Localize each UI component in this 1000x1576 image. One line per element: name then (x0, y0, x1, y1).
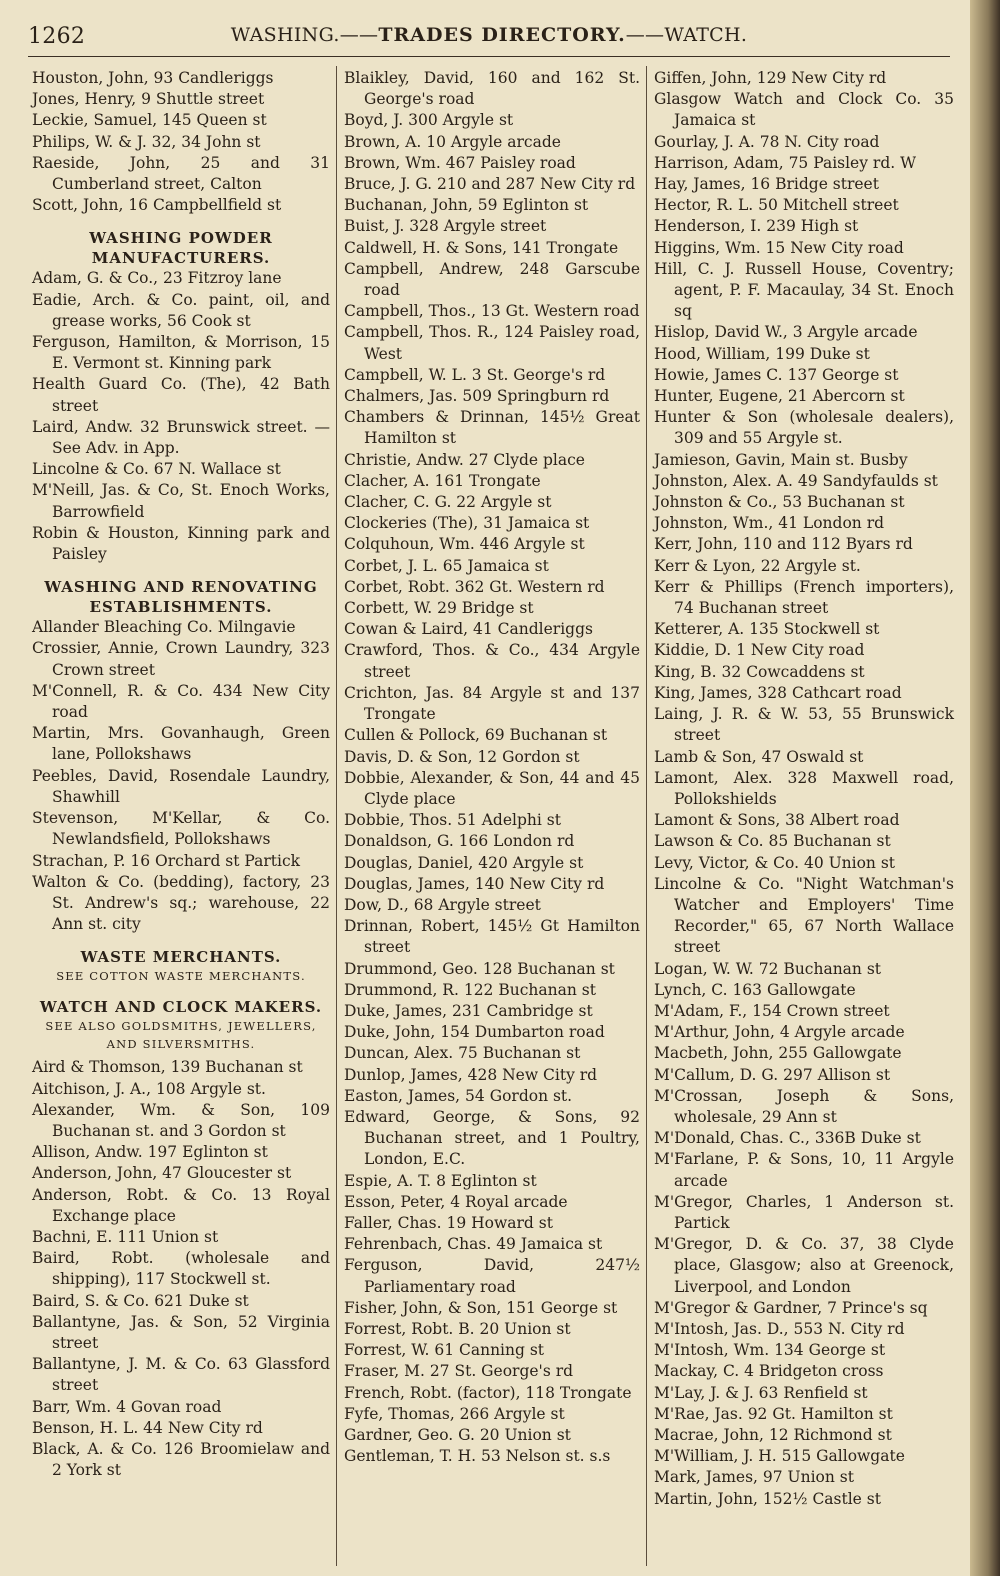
section-heading: WASTE MERCHANTS. (80, 948, 282, 967)
column-divider (336, 66, 337, 1566)
directory-entry: M'Crossan, Joseph & Sons, wholesale, 29 Ann st (654, 1086, 954, 1126)
directory-entry: Eadie, Arch. & Co. paint, oil, and grease works, 56 Cook st (32, 290, 330, 330)
directory-entry: Clacher, A. 161 Trongate (344, 471, 541, 490)
directory-entry: M'Connell, R. & Co. 434 New City road (32, 681, 330, 722)
directory-entry: Logan, W. W. 72 Buchanan st (654, 959, 882, 978)
directory-entry: Gentleman, T. H. 53 Nelson st. s.s (344, 1447, 611, 1466)
directory-entry: Hislop, David W., 3 Argyle arcade (654, 323, 918, 342)
directory-entry: Johnston & Co., 53 Buchanan st (654, 493, 905, 512)
directory-entry: Kiddie, D. 1 New City road (654, 641, 865, 660)
header-title: TRADES DIRECTORY. (378, 24, 626, 46)
directory-entry: Dobbie, Alexander, & Son, 44 and 45 Clyde place (344, 768, 640, 808)
directory-entry: Caldwell, H. & Sons, 141 Trongate (344, 238, 619, 257)
directory-entry: M'Gregor, D. & Co. 37, 38 Clyde place, Glasgow; also at Greenock, Liverpool, and London (654, 1235, 954, 1296)
directory-entry: Kerr & Phillips (French importers), 74 Buchanan street (654, 577, 954, 618)
directory-entry: M'Gregor, Charles, 1 Anderson st. Partick (654, 1192, 954, 1232)
directory-entry: Espie, A. T. 8 Eglinton st (344, 1171, 537, 1190)
directory-entry: Ballantyne, J. M. & Co. 63 Glassford street (32, 1355, 330, 1395)
directory-entry: Bruce, J. G. 210 and 287 New City rd (344, 175, 636, 194)
column-2 (344, 68, 640, 1467)
directory-entry: Faller, Chas. 19 Howard st (344, 1213, 553, 1232)
directory-entry: Clockeries (The), 31 Jamaica st (344, 514, 590, 533)
directory-entry: Barr, Wm. 4 Govan road (32, 1397, 222, 1416)
directory-entry: Kerr, John, 110 and 112 Byars rd (654, 535, 913, 554)
directory-entry: Chambers & Drinnan, 145½ Great Hamilton st (344, 408, 640, 448)
directory-entry: Duncan, Alex. 75 Buchanan st (344, 1044, 581, 1063)
column-1 (32, 68, 330, 1481)
directory-entry: M'William, J. H. 515 Gallowgate (654, 1447, 905, 1466)
page-edge-shadow (970, 0, 1000, 1576)
directory-entry: Brown, Wm. 467 Paisley road (344, 153, 576, 172)
directory-entry: Crichton, Jas. 84 Argyle st and 137 Trongate (344, 683, 640, 724)
directory-entry: M'Rae, Jas. 92 Gt. Hamilton st (654, 1404, 893, 1423)
directory-entry: Dow, D., 68 Argyle street (344, 895, 541, 914)
column-divider (646, 66, 647, 1566)
directory-entry: Donaldson, G. 166 London rd (344, 832, 575, 851)
directory-entry: Drummond, Geo. 128 Buchanan st (344, 959, 615, 978)
directory-entry: Jamieson, Gavin, Main st. Busby (654, 450, 908, 469)
directory-entry: Giffen, John, 129 New City rd (654, 69, 887, 87)
directory-entry: Anderson, Robt. & Co. 13 Royal Exchange place (32, 1185, 330, 1225)
directory-entry: Brown, A. 10 Argyle arcade (344, 132, 561, 151)
directory-entry: Adam, G. & Co., 23 Fitzroy lane (32, 269, 282, 288)
directory-entry: Johnston, Wm., 41 London rd (654, 514, 885, 533)
directory-entry: Bachni, E. 111 Union st (32, 1227, 219, 1246)
directory-entry: Mark, James, 97 Union st (654, 1468, 854, 1487)
directory-entry: Laird, Andw. 32 Brunswick street. —See Adv. in App. (32, 417, 330, 458)
directory-entry: Allison, Andw. 197 Eglinton st (32, 1143, 268, 1162)
directory-entry: Macbeth, John, 255 Gallowgate (654, 1044, 902, 1063)
directory-entry: Duke, James, 231 Cambridge st (344, 1001, 593, 1020)
directory-entry: Peebles, David, Rosendale Laundry, Shawhill (32, 766, 330, 806)
directory-entry: Fehrenbach, Chas. 49 Jamaica st (344, 1235, 603, 1254)
directory-entry: Campbell, Andrew, 248 Garscube road (344, 259, 640, 300)
directory-entry: Campbell, Thos. R., 124 Paisley road, West (344, 323, 640, 363)
directory-entry: Buist, J. 328 Argyle street (344, 217, 547, 236)
directory-entry: Cullen & Pollock, 69 Buchanan st (344, 726, 608, 745)
directory-entry: Lamb & Son, 47 Oswald st (654, 747, 864, 766)
directory-entry: Forrest, Robt. B. 20 Union st (344, 1319, 571, 1338)
directory-entry: Hay, James, 16 Bridge street (654, 175, 879, 194)
cross-reference: SEE COTTON WASTE MERCHANTS. (56, 969, 306, 984)
directory-entry: Dobbie, Thos. 51 Adelphi st (344, 811, 561, 830)
directory-entry: Hill, C. J. Russell House, Coventry; agent, P. F. Macaulay, 34 St. Enoch sq (654, 259, 954, 321)
header-right: WATCH. (664, 24, 748, 46)
directory-entry: Black, A. & Co. 126 Broomielaw and 2 York st (32, 1439, 330, 1480)
directory-entry: Esson, Peter, 4 Royal arcade (344, 1192, 568, 1211)
directory-entry: Martin, Mrs. Govanhaugh, Green lane, Pollokshaws (32, 724, 330, 764)
directory-entry: Fisher, John, & Son, 151 George st (344, 1298, 618, 1317)
directory-entry: Martin, John, 152½ Castle st (654, 1489, 881, 1508)
directory-entry: Davis, D. & Son, 12 Gordon st (344, 747, 580, 766)
running-header: 1262 WASHING. —— TRADES DIRECTORY. —— WATCH. (28, 24, 950, 57)
directory-entry: Cowan & Laird, 41 Candleriggs (344, 620, 593, 639)
directory-entry: Howie, James C. 137 George st (654, 365, 899, 384)
directory-entry: Dunlop, James, 428 New City rd (344, 1065, 598, 1084)
directory-entry: Gardner, Geo. G. 20 Union st (344, 1426, 571, 1444)
directory-entry: Benson, H. L. 44 New City rd (32, 1418, 263, 1437)
directory-entry: Hector, R. L. 50 Mitchell street (654, 196, 899, 215)
directory-entry: Strachan, P. 16 Orchard st Partick (32, 851, 301, 870)
directory-entry: Fyfe, Thomas, 266 Argyle st (344, 1404, 565, 1423)
directory-entry: Crawford, Thos. & Co., 434 Argyle street (344, 641, 640, 681)
directory-entry: Lawson & Co. 85 Buchanan st (654, 832, 891, 851)
directory-entry: King, James, 328 Cathcart road (654, 683, 902, 702)
directory-entry: M'Gregor & Gardner, 7 Prince's sq (654, 1298, 928, 1317)
directory-entry: Clacher, C. G. 22 Argyle st (344, 493, 552, 512)
directory-entry: Glasgow Watch and Clock Co. 35 Jamaica st (654, 90, 954, 130)
directory-entry: Lamont & Sons, 38 Albert road (654, 811, 900, 830)
directory-entry: Forrest, W. 61 Canning st (344, 1341, 545, 1360)
directory-entry: Campbell, Thos., 13 Gt. Western road (344, 302, 640, 321)
directory-entry: Gourlay, J. A. 78 N. City road (654, 132, 880, 151)
directory-entry: Philips, W. & J. 32, 34 John st (32, 132, 261, 151)
directory-entry: Corbett, W. 29 Bridge st (344, 599, 534, 618)
directory-entry: Corbet, Robt. 362 Gt. Western rd (344, 577, 605, 596)
directory-entry: Aird & Thomson, 139 Buchanan st (32, 1058, 303, 1077)
section-heading: WATCH AND CLOCK MAKERS. (39, 998, 323, 1017)
directory-entry: Raeside, John, 25 and 31 Cumberland street, Calton (32, 153, 330, 194)
directory-entry: Easton, James, 54 Gordon st. (344, 1086, 573, 1105)
directory-entry: Blaikley, David, 160 and 162 St. George's road (344, 69, 640, 109)
directory-entry: Allander Bleaching Co. Milngavie (32, 618, 296, 637)
directory-entry: Houston, John, 93 Candleriggs (32, 69, 274, 87)
section-heading: WASHING AND RENOVATING ESTABLISHMENTS. (44, 578, 318, 617)
directory-entry: M'Lay, J. & J. 63 Renfield st (654, 1383, 868, 1402)
directory-entry: Higgins, Wm. 15 New City road (654, 238, 904, 257)
directory-entry: Ballantyne, Jas. & Son, 52 Virginia street (32, 1312, 330, 1352)
directory-entry: Aitchison, J. A., 108 Argyle st. (32, 1079, 266, 1098)
directory-entry: Chalmers, Jas. 509 Springburn rd (344, 387, 610, 406)
directory-entry: Health Guard Co. (The), 42 Bath street (32, 375, 330, 415)
directory-entry: M'Neill, Jas. & Co, St. Enoch Works, Barrowfield (32, 481, 330, 521)
directory-entry: Henderson, I. 239 High st (654, 217, 859, 236)
directory-entry: Leckie, Samuel, 145 Queen st (32, 111, 267, 130)
directory-entry: Walton & Co. (bedding), factory, 23 St. Andrew's sq.; warehouse, 22 Ann st. city (32, 872, 330, 934)
directory-entry: Levy, Victor, & Co. 40 Union st (654, 853, 896, 872)
directory-entry: Douglas, Daniel, 420 Argyle st (344, 853, 584, 872)
directory-entry: Corbet, J. L. 65 Jamaica st (344, 556, 549, 575)
directory-entry: Kerr & Lyon, 22 Argyle st. (654, 556, 861, 575)
directory-entry: Hood, William, 199 Duke st (654, 344, 870, 363)
directory-entry: French, Robt. (factor), 118 Trongate (344, 1383, 632, 1402)
directory-entry: Buchanan, John, 59 Eglinton st (344, 196, 589, 215)
directory-entry: Campbell, W. L. 3 St. George's rd (344, 365, 606, 384)
directory-entry: Lamont, Alex. 328 Maxwell road, Pollokshields (654, 768, 954, 808)
directory-entry: M'Callum, D. G. 297 Allison st (654, 1065, 891, 1084)
column-3 (654, 68, 954, 1510)
directory-entry: Macrae, John, 12 Richmond st (654, 1426, 892, 1444)
directory-entry: Laing, J. R. & W. 53, 55 Brunswick street (654, 705, 954, 745)
directory-entry: M'Intosh, Jas. D., 553 N. City rd (654, 1319, 905, 1338)
directory-entry: Hunter & Son (wholesale dealers), 309 and 55 Argyle st. (654, 408, 954, 448)
directory-entry: Crossier, Annie, Crown Laundry, 323 Crown street (32, 639, 330, 679)
directory-entry: M'Farlane, P. & Sons, 10, 11 Argyle arcade (654, 1150, 954, 1190)
directory-entry: Hunter, Eugene, 21 Abercorn st (654, 387, 905, 406)
directory-entry: Ketterer, A. 135 Stockwell st (654, 620, 880, 639)
cross-reference: SEE ALSO GOLDSMITHS, JEWELLERS, AND SILVERSMITHS. (45, 1019, 317, 1052)
directory-entry: Ferguson, David, 247½ Parliamentary road (344, 1256, 640, 1296)
directory-entry: Jones, Henry, 9 Shuttle street (32, 90, 265, 109)
directory-entry: Boyd, J. 300 Argyle st (344, 111, 514, 130)
directory-entry: Alexander, Wm. & Son, 109 Buchanan st. and 3 Gordon st (32, 1100, 330, 1140)
directory-entry: Anderson, John, 47 Gloucester st (32, 1164, 292, 1183)
directory-entry: Baird, S. & Co. 621 Duke st (32, 1291, 249, 1310)
directory-entry: M'Donald, Chas. C., 336B Duke st (654, 1129, 921, 1148)
directory-entry: Stevenson, M'Kellar, & Co. Newlandsfield, Pollokshaws (32, 809, 330, 849)
directory-entry: Mackay, C. 4 Bridgeton cross (654, 1362, 884, 1381)
page-number: 1262 (28, 24, 86, 49)
directory-entry: Johnston, Alex. A. 49 Sandyfaulds st (654, 471, 938, 490)
section-heading: WASHING POWDER MANUFACTURERS. (89, 229, 273, 268)
directory-entry: Scott, John, 16 Campbellfield st (32, 196, 282, 215)
directory-entry: Edward, George, & Sons, 92 Buchanan street, and 1 Poultry, London, E.C. (344, 1107, 640, 1169)
directory-entry: Baird, Robt. (wholesale and shipping), 117 Stockwell st. (32, 1249, 330, 1289)
directory-entry: Duke, John, 154 Dumbarton road (344, 1023, 605, 1042)
directory-entry: Harrison, Adam, 75 Paisley rd. W (654, 153, 917, 172)
directory-entry: Robin & Houston, Kinning park and Paisley (32, 523, 330, 564)
directory-entry: Drinnan, Robert, 145½ Gt Hamilton street (344, 917, 640, 957)
directory-entry: M'Intosh, Wm. 134 George st (654, 1341, 886, 1360)
directory-entry: Ferguson, Hamilton, & Morrison, 15 E. Vermont st. Kinning park (32, 333, 330, 373)
directory-entry: Colquhoun, Wm. 446 Argyle st (344, 535, 585, 554)
directory-entry: King, B. 32 Cowcaddens st (654, 662, 865, 681)
directory-entry: Lynch, C. 163 Gallowgate (654, 980, 856, 999)
directory-entry: M'Arthur, John, 4 Argyle arcade (654, 1023, 905, 1042)
header-left: WASHING. (230, 24, 340, 46)
directory-entry: M'Adam, F., 154 Crown street (654, 1001, 890, 1020)
directory-entry: Lincolne & Co. "Night Watchman's Watcher and Employers' Time Recorder," 65, 67 North Wallace street (654, 874, 954, 957)
directory-entry: Christie, Andw. 27 Clyde place (344, 450, 585, 469)
directory-entry: Lincolne & Co. 67 N. Wallace st (32, 460, 281, 479)
directory-entry: Drummond, R. 122 Buchanan st (344, 980, 596, 999)
directory-entry: Fraser, M. 27 St. George's rd (344, 1362, 574, 1381)
directory-entry: Douglas, James, 140 New City rd (344, 874, 605, 893)
